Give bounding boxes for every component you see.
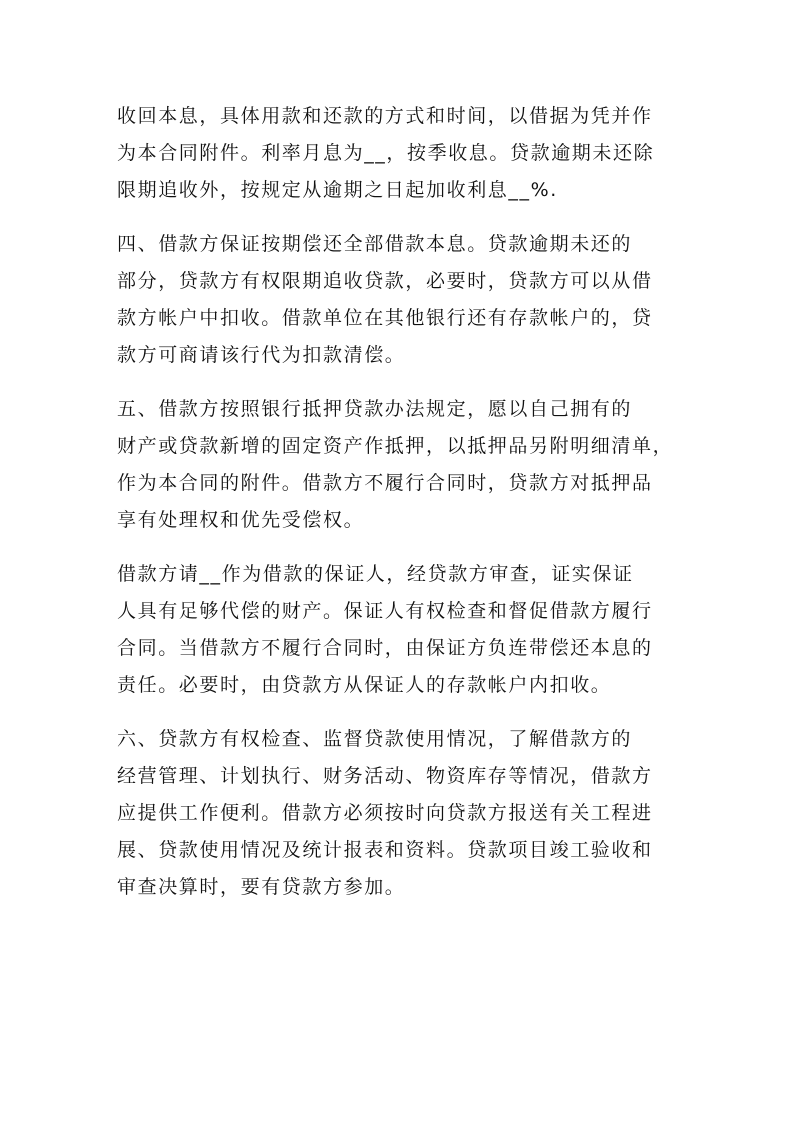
text-line: 展、贷款使用情况及统计报表和资料。贷款项目竣工验收和: [117, 839, 653, 861]
text-line: 经营管理、计划执行、财务活动、物资库存等情况，借款方: [117, 765, 653, 787]
text-line: 为本合同附件。利率月息为__，按季收息。贷款逾期未还除: [117, 142, 655, 164]
text-line: 财产或贷款新增的固定资产作抵押，以抵押品另附明细清单，: [117, 435, 674, 457]
text-line: 享有处理权和优先受偿权。: [117, 509, 365, 531]
text-line: 部分，贷款方有权限期追收贷款，必要时，贷款方可以从借: [117, 270, 653, 292]
text-line: 款方可商请该行代为扣款清偿。: [117, 344, 406, 366]
text-line: 六、贷款方有权检查、监督贷款使用情况，了解借款方的: [117, 728, 633, 750]
paragraph-clause-four: [117, 226, 677, 374]
text-line: 人具有足够代偿的财产。保证人有权检查和督促借款方履行: [117, 600, 653, 622]
text-line: 限期追收外，按规定从逾期之日起加收利息__%.: [117, 179, 558, 201]
paragraph-clause-five: [117, 391, 677, 539]
text-line: 合同。当借款方不履行合同时，由保证方负连带偿还本息的: [117, 637, 653, 659]
text-line: 审查决算时，要有贷款方参加。: [117, 876, 406, 898]
paragraph-guarantor: [117, 556, 677, 704]
document-body: [117, 98, 677, 923]
text-line: 五、借款方按照银行抵押贷款办法规定，愿以自己拥有的: [117, 398, 633, 420]
text-line: 收回本息，具体用款和还款的方式和时间，以借据为凭并作: [117, 105, 653, 127]
paragraph-repayment-terms: [117, 98, 677, 209]
text-line: 作为本合同的附件。借款方不履行合同时，贷款方对抵押品: [117, 472, 653, 494]
text-line: 四、借款方保证按期偿还全部借款本息。贷款逾期未还的: [117, 233, 633, 255]
text-line: 借款方请__作为借款的保证人，经贷款方审查，证实保证: [117, 563, 634, 585]
paragraph-clause-six: [117, 721, 677, 906]
text-line: 款方帐户中扣收。借款单位在其他银行还有存款帐户的，贷: [117, 307, 653, 329]
text-line: 责任。必要时，由贷款方从保证人的存款帐户内扣收。: [117, 674, 612, 696]
text-line: 应提供工作便利。借款方必须按时向贷款方报送有关工程进: [117, 802, 653, 824]
